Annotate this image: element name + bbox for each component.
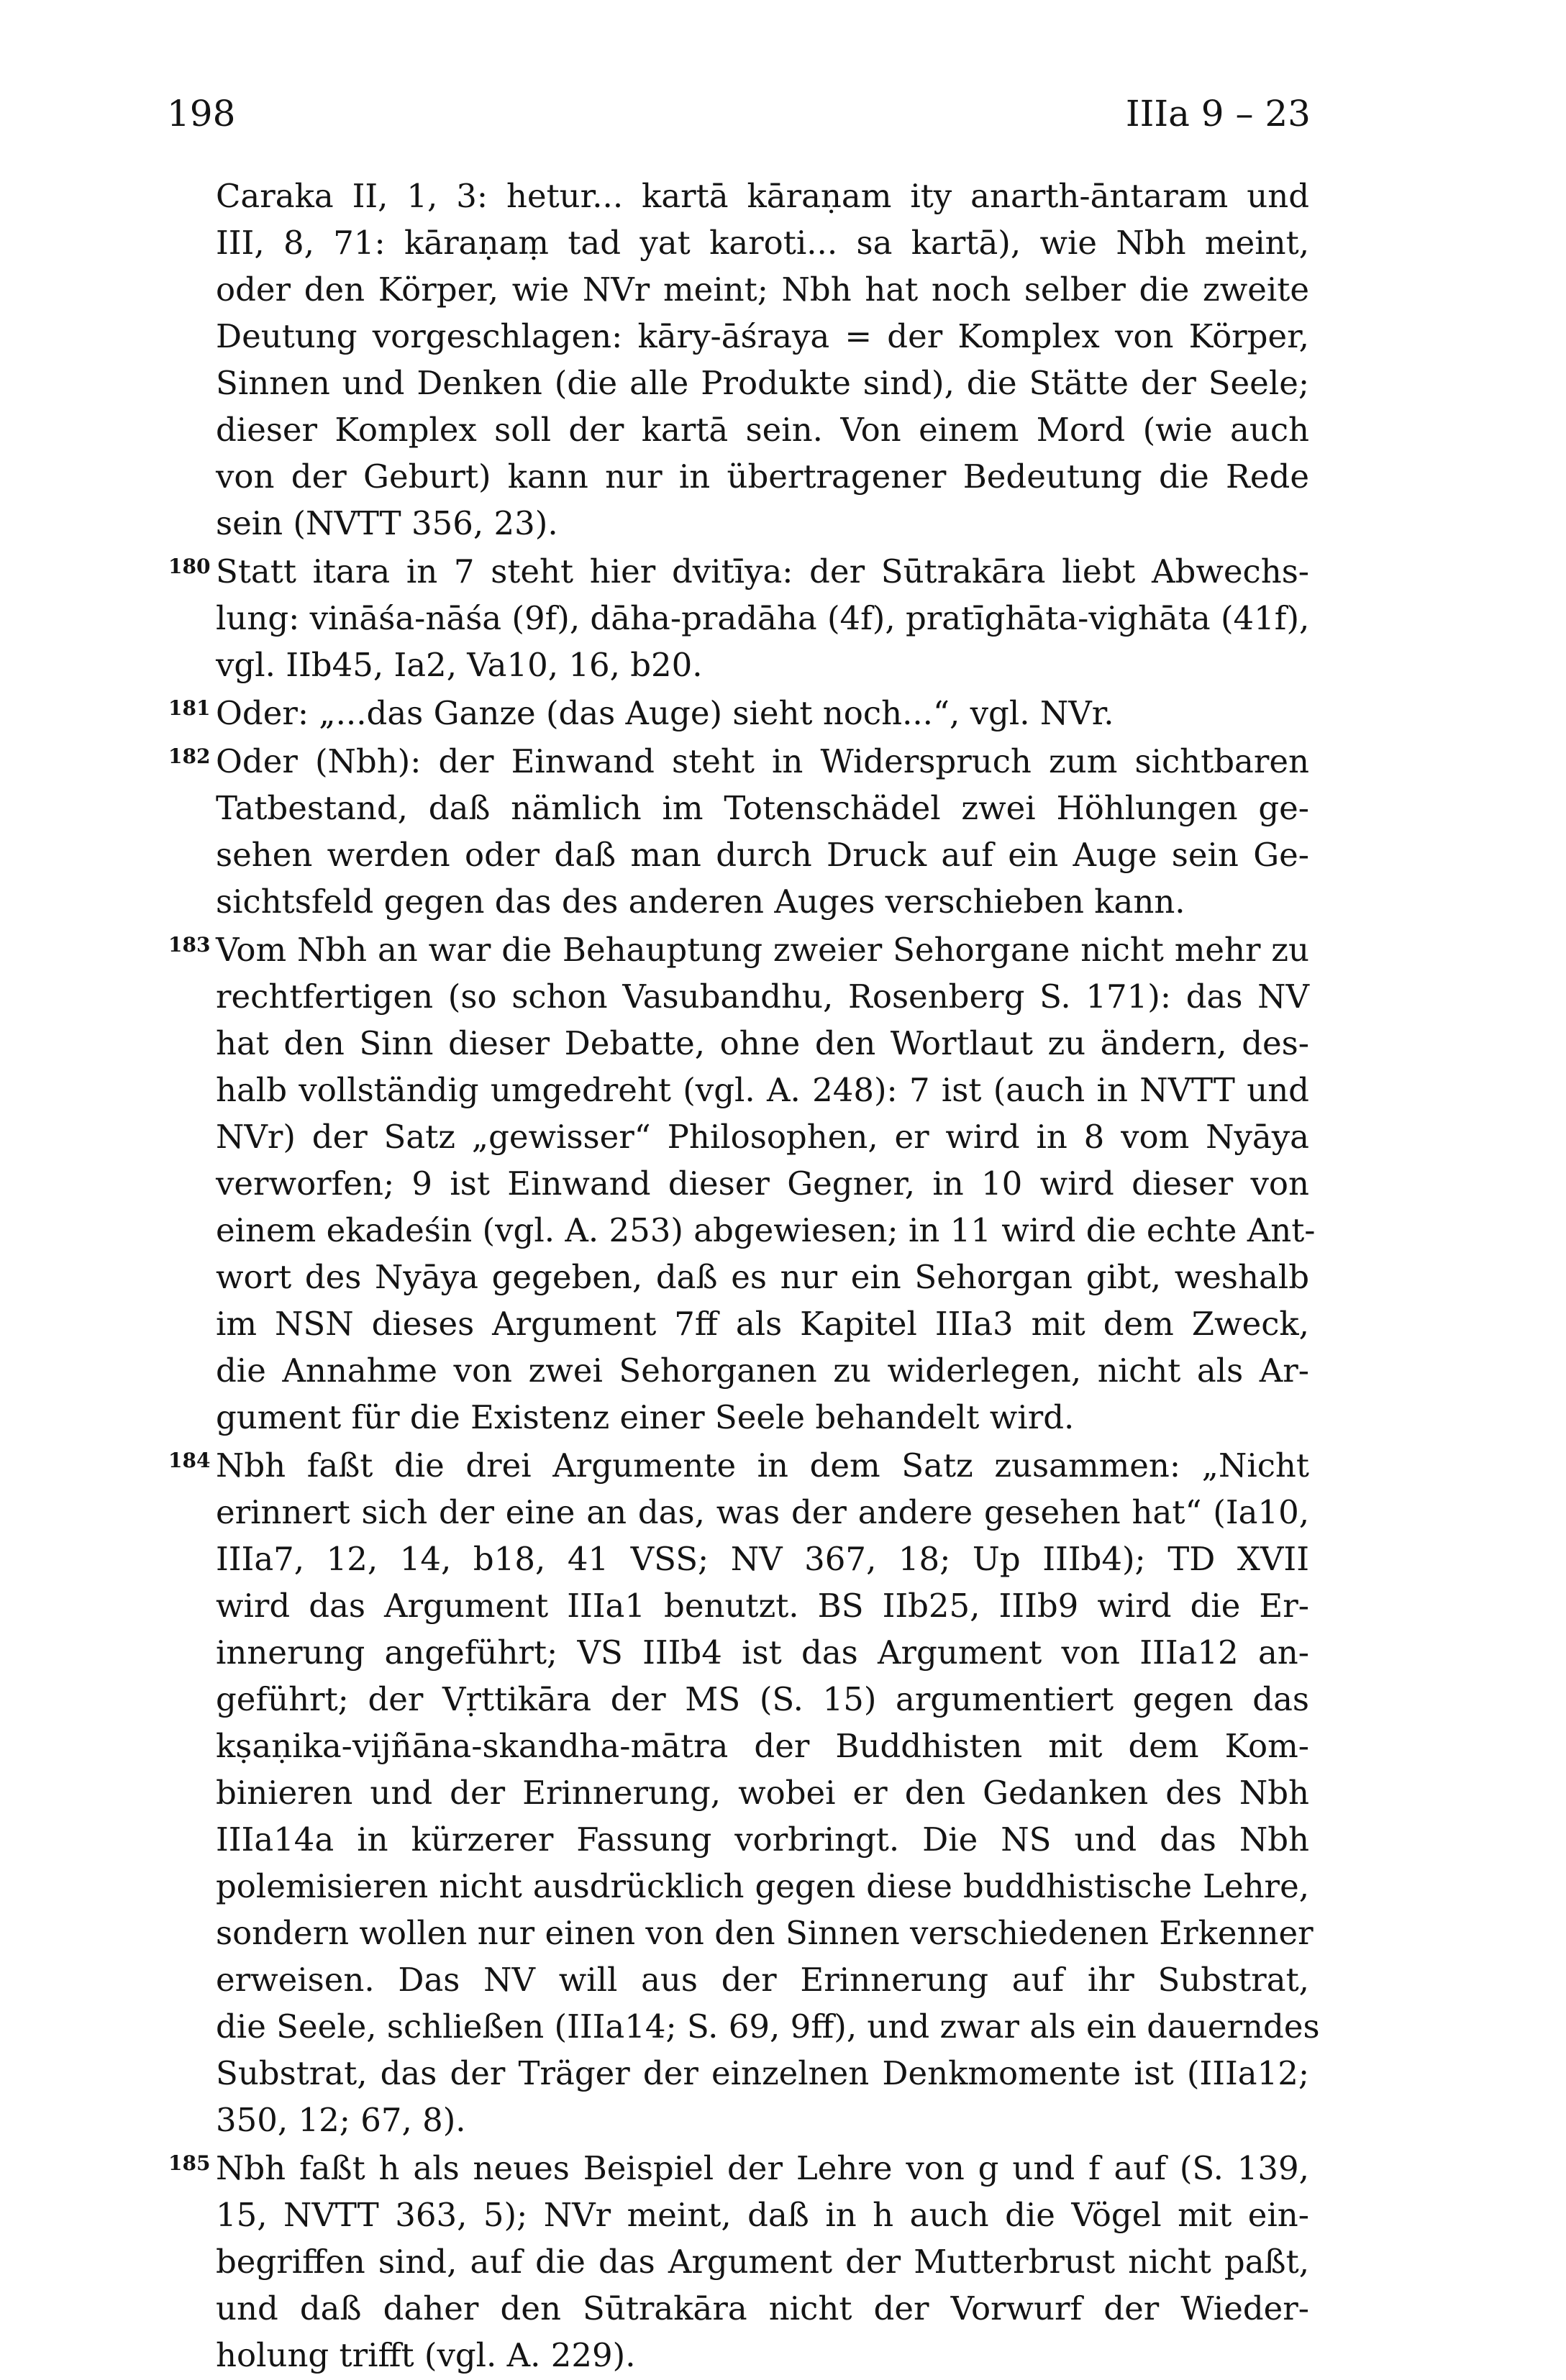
footnote: [168, 738, 1309, 925]
text-line: gument für die Existenz einer Seele behandelt wird.: [216, 1398, 1075, 1436]
text-line: sein (NVTT 356, 23).: [216, 504, 558, 542]
text-line: polemisieren nicht ausdrücklich gegen diese buddhistische Lehre,: [216, 1867, 1309, 1905]
footnote-number: 184: [168, 1449, 211, 1472]
text-line: Substrat, das der Träger der einzelnen Denkmomente ist (IIIa12;: [216, 2054, 1309, 2092]
text-line: 350, 12; 67, 8).: [216, 2101, 466, 2139]
footnotes-body: [168, 173, 1320, 2380]
text-line: binieren und der Erinnerung, wobei er den Gedanken des Nbh: [216, 1774, 1309, 1812]
text-line: oder den Körper, wie NVr meint; Nbh hat noch selber die zweite: [216, 270, 1309, 309]
footnote: [216, 173, 1309, 547]
footnote: [168, 926, 1316, 1441]
footnote-number: 182: [168, 744, 211, 768]
text-line: halb vollständig umgedreht (vgl. A. 248): 7 ist (auch in NVTT und: [216, 1071, 1309, 1109]
text-line: Nbh faßt h als neues Beispiel der Lehre von g und f auf (S. 139,: [216, 2149, 1309, 2187]
text-line: erinnert sich der eine an das, was der andere gesehen hat“ (Ia10,: [216, 1493, 1309, 1531]
text-line: Nbh faßt die drei Argumente in dem Satz zusammen: „Nicht: [216, 1446, 1309, 1485]
text-line: kṣaṇika-vijñāna-skandha-mātra der Buddhisten mit dem Kom-: [216, 1727, 1309, 1765]
text-line: IIIa14a in kürzerer Fassung vorbringt. Die NS und das Nbh: [216, 1820, 1309, 1859]
text-line: hat den Sinn dieser Debatte, ohne den Wortlaut zu ändern, des-: [216, 1024, 1309, 1062]
text-line: Statt itara in 7 steht hier dvitīya: der Sūtrakāra liebt Abwechs-: [216, 552, 1309, 591]
text-line: die Annahme von zwei Sehorganen zu widerlegen, nicht als Ar-: [216, 1351, 1309, 1390]
text-line: und daß daher den Sūtrakāra nicht der Vorwurf der Wieder-: [216, 2289, 1309, 2327]
text-line: geführt; der Vṛttikāra der MS (S. 15) argumentiert gegen das: [216, 1680, 1309, 1718]
text-line: holung trifft (vgl. A. 229).: [216, 2336, 636, 2374]
text-line: erweisen. Das NV will aus der Erinnerung auf ihr Substrat,: [216, 1961, 1309, 1999]
text-line: verworfen; 9 ist Einwand dieser Gegner, in 10 wird dieser von: [216, 1164, 1309, 1203]
text-line: sehen werden oder daß man durch Druck auf ein Auge sein Ge-: [216, 836, 1309, 874]
text-line: wort des Nyāya gegeben, daß es nur ein Sehorgan gibt, weshalb: [216, 1258, 1309, 1296]
text-line: einem ekadeśin (vgl. A. 253) abgewiesen; in 11 wird die echte Ant-: [216, 1211, 1316, 1249]
footnote: [168, 1442, 1320, 2143]
text-line: lung: vināśa-nāśa (9f), dāha-pradāha (4f), pratīghāta-vighāta (41f),: [216, 599, 1310, 637]
text-line: wird das Argument IIIa1 benutzt. BS IIb25, IIIb9 wird die Er-: [216, 1587, 1309, 1625]
text-line: Oder (Nbh): der Einwand steht in Widerspruch zum sichtbaren: [216, 742, 1309, 780]
text-line: III, 8, 71: kāraṇaṃ tad yat karoti... sa kartā), wie Nbh meint,: [216, 224, 1309, 262]
text-line: NVr) der Satz „gewisser“ Philosophen, er wird in 8 vom Nyāya: [216, 1118, 1309, 1156]
text-line: Deutung vorgeschlagen: kāry-āśraya = der Komplex von Körper,: [216, 317, 1309, 355]
text-line: innerung angeführt; VS IIIb4 ist das Argument von IIIa12 an-: [216, 1633, 1309, 1672]
footnote: [168, 548, 1310, 688]
text-line: sichtsfeld gegen das des anderen Auges verschieben kann.: [216, 883, 1185, 921]
footnote-number: 181: [168, 696, 211, 720]
text-line: rechtfertigen (so schon Vasubandhu, Rosenberg S. 171): das NV: [216, 977, 1309, 1016]
text-line: sondern wollen nur einen von den Sinnen verschiedenen Erkenner: [216, 1914, 1314, 1952]
text-line: IIIa7, 12, 14, b18, 41 VSS; NV 367, 18; Up IIIb4); TD XVII: [216, 1540, 1309, 1578]
text-line: Tatbestand, daß nämlich im Totenschädel zwei Höhlungen ge-: [216, 789, 1309, 827]
footnote: [168, 690, 1309, 737]
footnote-number: 185: [168, 2151, 211, 2175]
footnote: [168, 2145, 1309, 2379]
page-number: 198: [167, 93, 236, 134]
footnote-number: 183: [168, 933, 211, 957]
text-line: Caraka II, 1, 3: hetur... kartā kāraṇam ity anarth-āntaram und: [216, 177, 1309, 215]
text-line: dieser Komplex soll der kartā sein. Von einem Mord (wie auch: [216, 411, 1309, 449]
text-line: vgl. IIb45, Ia2, Va10, 16, b20.: [216, 646, 703, 684]
text-line: Vom Nbh an war die Behauptung zweier Sehorgane nicht mehr zu: [216, 931, 1309, 969]
footnote-number: 180: [168, 555, 211, 578]
running-head: [167, 85, 1311, 142]
text-line: im NSN dieses Argument 7ff als Kapitel IIIa3 mit dem Zweck,: [216, 1305, 1309, 1343]
text-line: begriffen sind, auf die das Argument der Mutterbrust nicht paßt,: [216, 2243, 1309, 2281]
text-line: Oder: „...das Ganze (das Auge) sieht noch...“, vgl. NVr.: [216, 694, 1114, 732]
section-reference: IIIa 9 – 23: [1125, 93, 1311, 134]
text-line: 15, NVTT 363, 5); NVr meint, daß in h auch die Vögel mit ein-: [216, 2196, 1309, 2234]
text-line: Sinnen und Denken (die alle Produkte sind), die Stätte der Seele;: [216, 364, 1309, 402]
text-line: die Seele, schließen (IIIa14; S. 69, 9ff), und zwar als ein dauerndes: [216, 2007, 1320, 2046]
text-line: von der Geburt) kann nur in übertragener Bedeutung die Rede: [216, 457, 1309, 496]
